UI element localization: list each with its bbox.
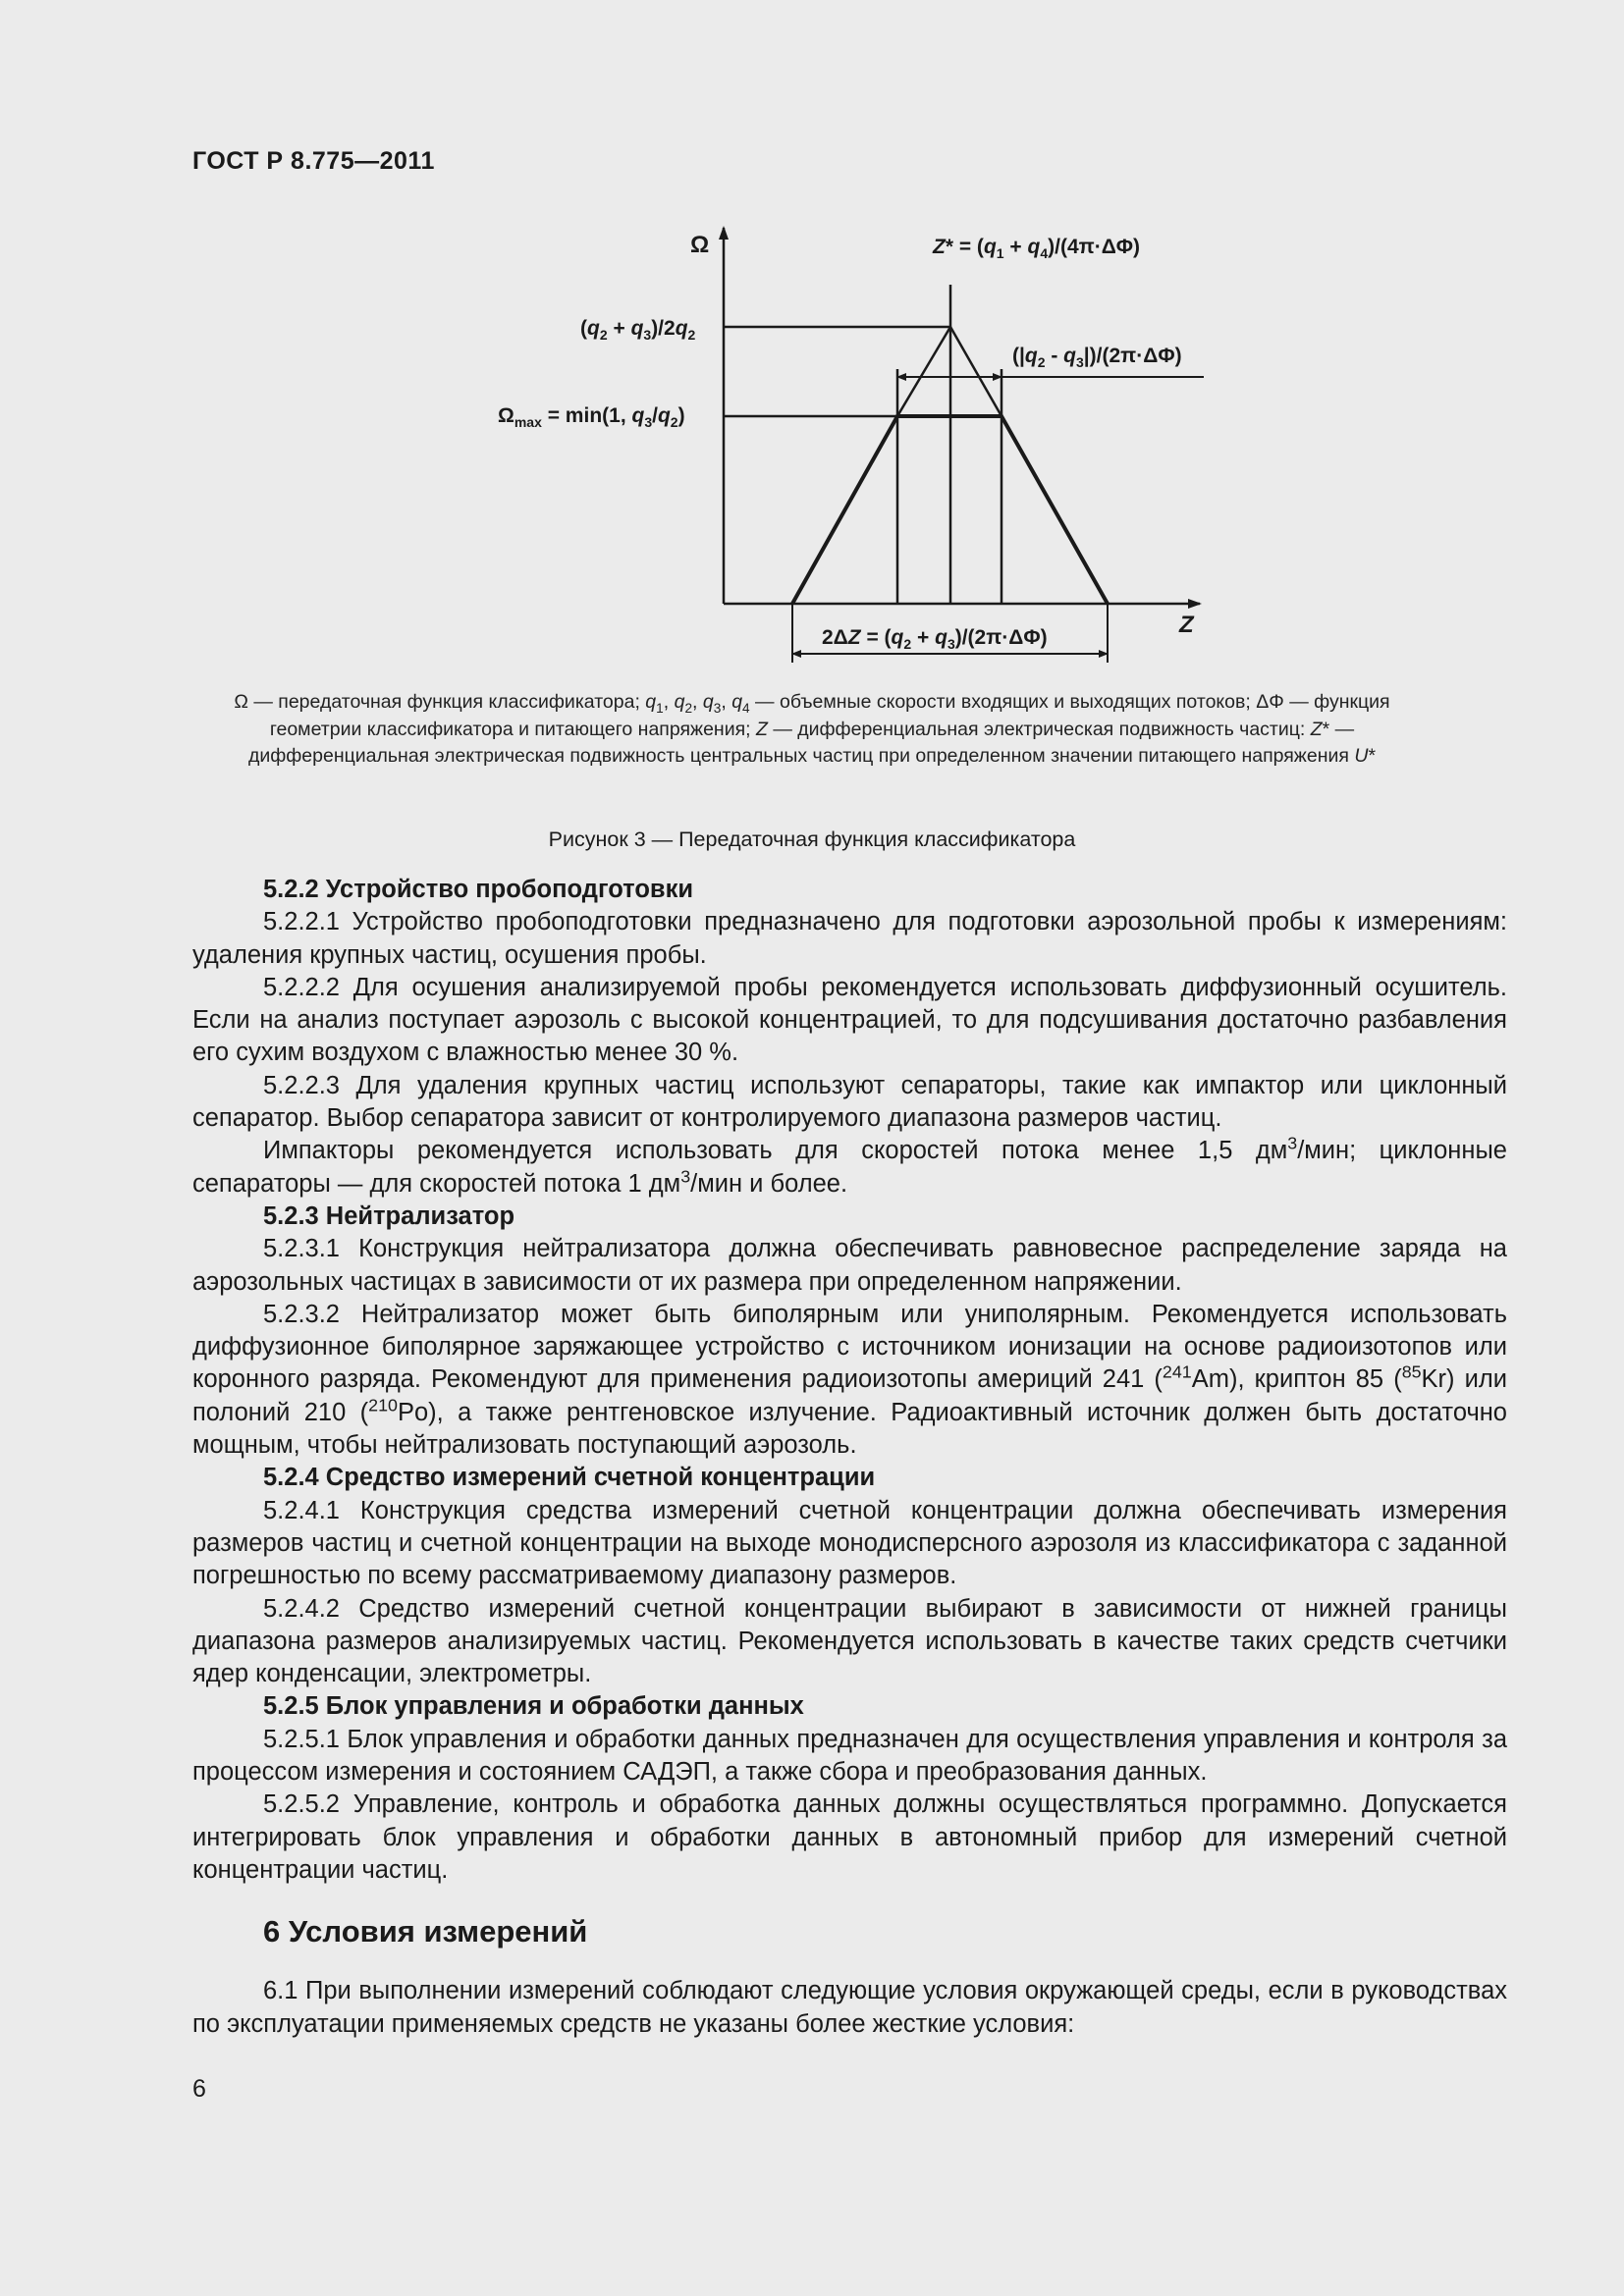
section-5-2-5-title: 5.2.5 Блок управления и обработки данных: [263, 1692, 804, 1721]
paragraph-6-1: 6.1 При выполнении измерений соблюдают следующие условия окружающей среды, если в руководствах по эксплуатации применяемых средств не указаны более жесткие условия:: [192, 1977, 1507, 2038]
paragraph-5-2-2-1: 5.2.2.1 Устройство пробоподготовки предназначено для подготовки аэрозольной пробы к измерениям: удаления крупных частиц, осушения пробы.: [192, 908, 1507, 969]
paragraph-5-2-5-1: 5.2.5.1 Блок управления и обработки данных предназначен для осуществления управления и контроля за процессом измерения и состоянием САДЭП, а также сбора и преобразования данных.: [192, 1725, 1507, 1787]
transfer-function-figure: [481, 218, 1218, 669]
paragraph-5-2-2-2: 5.2.2.2 Для осушения анализируемой пробы рекомендуется использовать диффузионный осушитель. Если на анализ поступает аэрозоль с высокой концентрацией, то для подсушивания достаточно разбавления его сухим воздухом с влажностью менее 30 %.: [192, 973, 1507, 1067]
halfwidth-label: $(|q_2 - q_3|)/(2\pi\cdot\Delta\Phi)$: [1012, 345, 1182, 370]
z-axis-label: Z: [1179, 612, 1194, 638]
section-5-2-4-title: 5.2.4 Средство измерений счетной концентрации: [263, 1464, 876, 1492]
omega-axis-label: Ω: [690, 232, 710, 258]
paragraph-5-2-2-3: 5.2.2.3 Для удаления крупных частиц используют сепараторы, такие как импактор или циклонный сепаратор. Выбор сепаратора зависит от контролируемого диапазона размеров частиц.: [192, 1071, 1507, 1133]
omega-max-label: $\Omega_{max} = \min(1$, $q_3/q_2$): [498, 404, 685, 430]
figure-legend: Ω — передаточная функция классификатора; $q_1$, $q_2$, $q_3$, $q_4$ — объемные скорости входящих и выходящих потоков; ΔΦ — функция геометрии классификатора и питающего напряжения; Z — дифференциальная электрическая подвижность частиц: Z* — дифференциальная электрическая подвижность центральных частиц при определенном значении питающего напряжения U*: [234, 691, 1390, 767]
paragraph-5-2-4-2: 5.2.4.2 Средство измерений счетной концентрации выбирают в зависимости от нижней границы диапазона размеров анализируемых частиц. Рекомендуется использовать в качестве таких средств счетчики ядер конденсации, электрометры.: [192, 1594, 1507, 1688]
document-header: ГОСТ Р 8.775—2011: [192, 147, 435, 175]
section-6-title: 6 Условия измерений: [263, 1914, 588, 1949]
figure-caption: Рисунок 3 — Передаточная функция классификатора: [548, 828, 1076, 851]
page-number: 6: [192, 2075, 206, 2103]
paragraph-5-2-3-1: 5.2.3.1 Конструкция нейтрализатора должна обеспечивать равновесное распределение заряда на аэрозольных частицах в зависимости от их размера при определенном напряжении.: [192, 1235, 1507, 1296]
section-5-2-2-title: 5.2.2 Устройство пробоподготовки: [263, 876, 694, 903]
peak-label: $(q_2 + q_3)/2q_2$: [580, 317, 696, 343]
section-5-2-3-title: 5.2.3 Нейтрализатор: [263, 1201, 515, 1230]
paragraph-5-2-3-2: 5.2.3.2 Нейтрализатор может быть биполярным или униполярным. Рекомендуется использовать диффузионное биполярное заряжающее устройство с источником ионизации на основе радиоизотопов или коронного разряда. Рекомендуют для применения радиоизотопы америций 241 ($^{241}$Am), криптон 85 ($^{85}$Kr) или полоний 210 ($^{210}$Po), а также рентгеновское излучение. Радиоактивный источник должен быть достаточно мощным, чтобы нейтрализовать поступающий аэрозоль.: [192, 1300, 1507, 1460]
paragraph-5-2-2-3-impactors: Импакторы рекомендуется использовать для скоростей потока менее 1,5 $дм^3$/мин; циклонные сепараторы — для скоростей потока 1 $дм^3$/мин и более.: [192, 1133, 1507, 1198]
paragraph-5-2-5-2: 5.2.5.2 Управление, контроль и обработка данных должны осуществляться программно. Допускается интегрировать блок управления и обработки данных в автономный прибор для измерений счетной концентрации частиц.: [192, 1790, 1507, 1884]
document-body: [192, 874, 1507, 2041]
zstar-label: $Z* = (q_1 + q_4)/(4\pi\cdot\Delta\Phi)$: [933, 236, 1141, 261]
base-label: $2\Delta Z = (q_2 + q_3)/(2\pi\cdot\Delta\Phi)$: [822, 626, 1048, 652]
paragraph-5-2-4-1: 5.2.4.1 Конструкция средства измерений счетной концентрации должна обеспечивать измерения размеров частиц и счетной концентрации на выходе монодисперсного аэрозоля из классификатора с заданной погрешностью по всему рассматриваемому диапазону размеров.: [192, 1496, 1507, 1590]
